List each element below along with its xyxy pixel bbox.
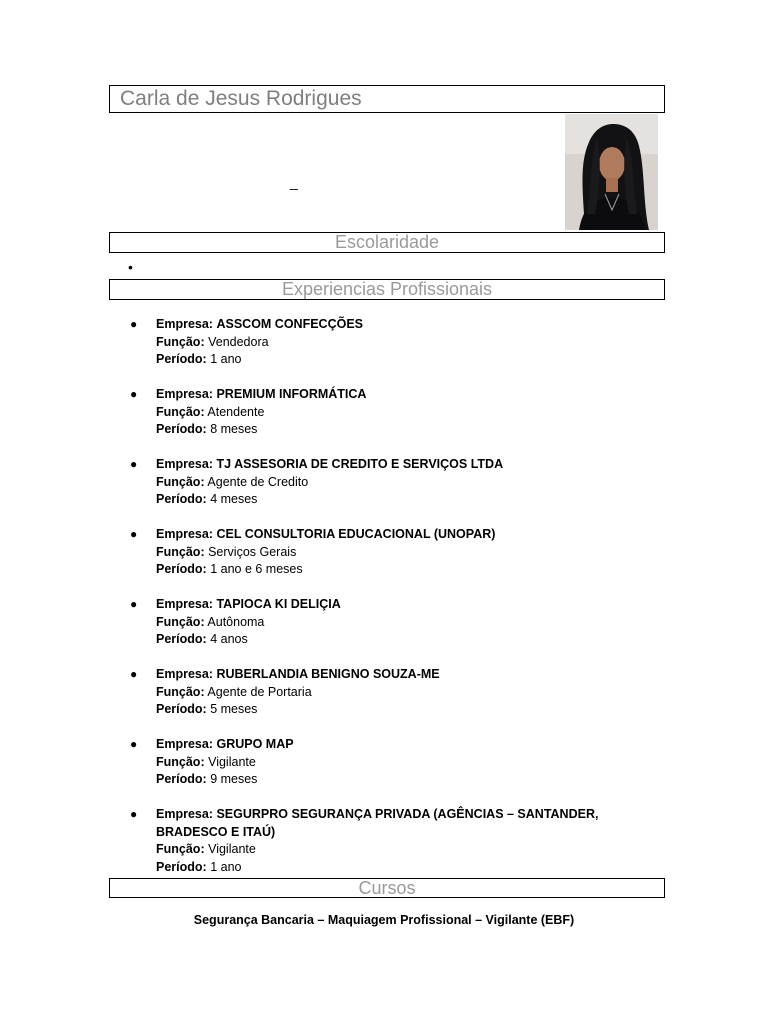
section-title-cursos: Cursos — [358, 878, 416, 898]
profile-photo — [565, 114, 658, 230]
periodo-value: 9 meses — [210, 772, 258, 786]
profile-photo-image — [565, 114, 658, 230]
periodo-label: Período: — [156, 702, 207, 716]
empresa-value: SEGURPRO SEGURANÇA PRIVADA (AGÊNCIAS – SANTANDER, BRADESCO E ITAÚ) — [156, 807, 599, 839]
funcao-value: Agente de Portaria — [207, 684, 312, 699]
funcao-label: Função: — [156, 474, 205, 489]
funcao-label: Função: — [156, 544, 205, 559]
section-title-escolaridade: Escolaridade — [334, 232, 440, 252]
experience-item — [130, 596, 660, 649]
section-header-escolaridade — [109, 232, 665, 253]
funcao-value: Vendedora — [208, 334, 269, 349]
section-header-cursos — [109, 878, 665, 898]
dash-mark: _ — [290, 174, 298, 190]
funcao-label: Função: — [156, 842, 205, 856]
empresa-label: Empresa: — [156, 737, 213, 751]
periodo-label: Período: — [156, 422, 207, 436]
empresa-label: Empresa: — [156, 667, 213, 681]
empresa-label: Empresa: — [156, 317, 213, 331]
bullet-icon: ● — [130, 387, 138, 401]
bullet-icon: ● — [130, 667, 138, 681]
funcao-label: Função: — [156, 754, 205, 769]
funcao-label: Função: — [156, 404, 205, 419]
empresa-label: Empresa: — [156, 387, 213, 401]
empresa-label: Empresa: — [156, 597, 213, 611]
escolaridade-bullet: • — [128, 259, 133, 275]
name-header-box — [109, 85, 665, 113]
experience-item — [130, 526, 660, 579]
funcao-value: Agente de Credito — [207, 474, 309, 489]
experience-item — [130, 386, 660, 439]
periodo-value: 1 ano — [210, 352, 242, 366]
empresa-value: RUBERLANDIA BENIGNO SOUZA-ME — [216, 667, 440, 681]
bullet-icon: ● — [130, 457, 138, 471]
experience-item — [130, 666, 660, 719]
periodo-value: 8 meses — [210, 422, 258, 436]
funcao-value: Vigilante — [208, 754, 256, 769]
empresa-value: CEL CONSULTORIA EDUCACIONAL (UNOPAR) — [216, 527, 496, 541]
periodo-label: Período: — [156, 632, 207, 646]
funcao-value: Autônoma — [207, 614, 265, 629]
empresa-label: Empresa: — [156, 527, 213, 541]
bullet-icon: ● — [130, 527, 138, 541]
periodo-label: Período: — [156, 772, 207, 786]
empresa-value: TJ ASSESORIA DE CREDITO E SERVIÇOS LTDA — [216, 457, 504, 471]
periodo-value: 1 ano e 6 meses — [210, 562, 303, 576]
empresa-value: PREMIUM INFORMÁTICA — [216, 387, 367, 401]
periodo-value: 4 anos — [210, 632, 248, 646]
empresa-value: TAPIOCA KI DELIÇIA — [216, 597, 341, 611]
periodo-label: Período: — [156, 562, 207, 576]
experience-list — [130, 316, 660, 876]
empresa-label: Empresa: — [156, 807, 213, 821]
empresa-label: Empresa: — [156, 457, 213, 471]
empresa-value: GRUPO MAP — [216, 737, 294, 751]
funcao-value: Vigilante — [208, 842, 256, 856]
bullet-icon: ● — [130, 807, 138, 821]
section-title-experiencias: Experiencias Profissionais — [281, 279, 493, 299]
periodo-value: 1 ano — [210, 859, 242, 874]
bullet-icon: ● — [130, 737, 138, 751]
periodo-value: 4 meses — [210, 492, 258, 506]
experience-item — [130, 316, 660, 369]
funcao-label: Função: — [156, 334, 205, 349]
periodo-label: Período: — [156, 492, 207, 506]
experience-item — [130, 456, 660, 509]
periodo-value: 5 meses — [210, 702, 258, 716]
funcao-label: Função: — [156, 614, 205, 629]
candidate-name: Carla de Jesus Rodrigues — [120, 87, 362, 110]
empresa-value: ASSCOM CONFECÇÕES — [216, 317, 364, 331]
periodo-label: Período: — [156, 859, 207, 874]
funcao-value: Atendente — [207, 404, 265, 419]
bullet-icon: ● — [130, 317, 138, 331]
experience-item — [130, 806, 660, 876]
periodo-label: Período: — [156, 352, 207, 366]
courses-text: Segurança Bancaria – Maquiagem Profissional – Vigilante (EBF) — [193, 913, 575, 927]
bullet-icon: ● — [130, 597, 138, 611]
funcao-value: Serviços Gerais — [208, 544, 297, 559]
section-header-experiencias — [109, 279, 665, 300]
experience-item — [130, 736, 660, 789]
funcao-label: Função: — [156, 684, 205, 699]
